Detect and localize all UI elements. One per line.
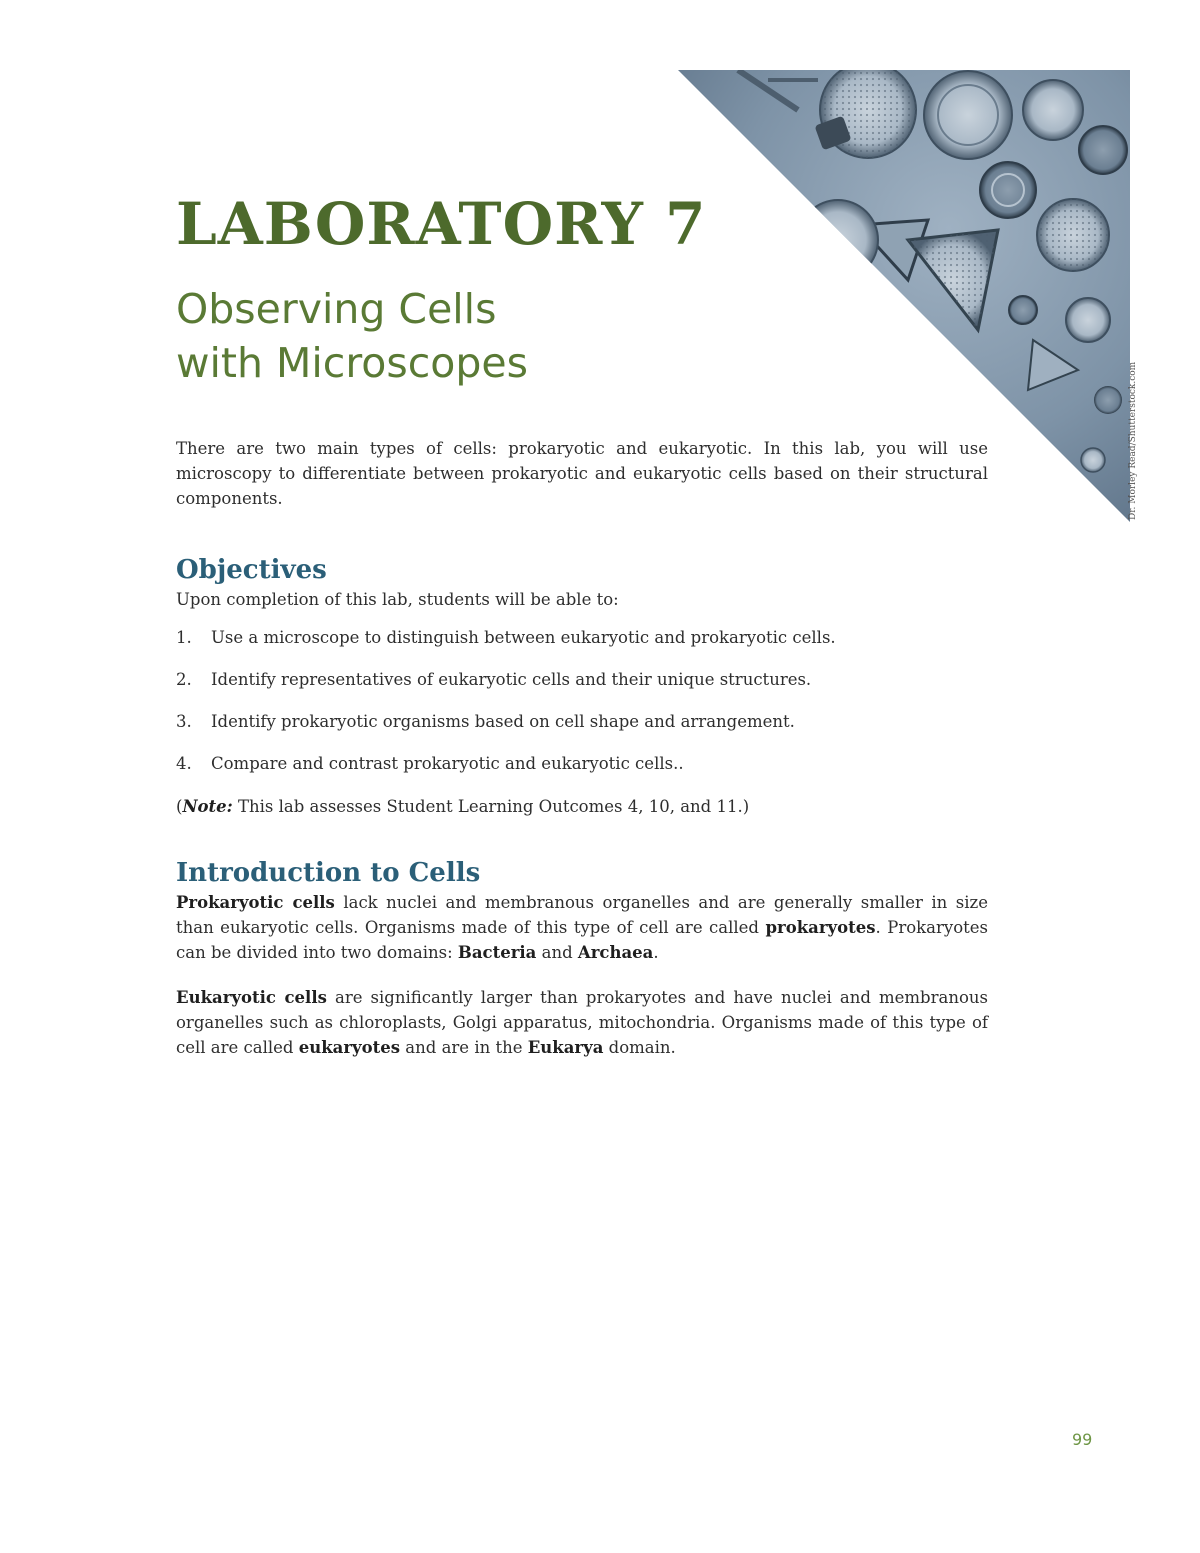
- term-archaea: Archaea: [577, 943, 654, 962]
- page-content: [176, 436, 988, 1060]
- objective-number: 1.: [176, 628, 192, 647]
- subtitle-line: Observing Cells: [176, 285, 497, 333]
- note-label: Note:: [182, 797, 233, 816]
- eukaryotic-text-2: and are in the: [400, 1038, 528, 1057]
- prokaryotic-text-2: . Prokaryotes can be divided into two domains:: [176, 918, 988, 962]
- prokaryotic-paragraph: [176, 890, 988, 965]
- note-open-paren: (: [176, 797, 183, 816]
- prokaryotic-text-4: .: [653, 943, 659, 962]
- objective-text: Identify prokaryotic organisms based on cell shape and arrangement.: [211, 712, 795, 731]
- lab-subtitle: [176, 282, 528, 390]
- objective-text: Compare and contrast prokaryotic and eukaryotic cells..: [211, 754, 684, 773]
- objective-number: 2.: [176, 670, 192, 689]
- note-text: This lab assesses Student Learning Outcomes 4, 10, and 11.): [232, 797, 750, 816]
- prokaryotic-text-1: lack nuclei and membranous organelles and are generally smaller in size than eukaryotic cells. Organisms made of this type of cell are called: [176, 893, 988, 937]
- objective-item: [176, 751, 988, 776]
- term-prokaryotes: prokaryotes: [765, 918, 876, 937]
- page-number: 99: [1072, 1430, 1093, 1449]
- lab-title: LABORATORY 7: [176, 190, 707, 258]
- prokaryotic-text-3: and: [536, 943, 578, 962]
- objectives-heading: Objectives: [176, 555, 327, 585]
- objective-item: [176, 625, 988, 650]
- note-paragraph: [176, 794, 988, 819]
- term-bacteria: Bacteria: [457, 943, 537, 962]
- term-prokaryotic-cells: Prokaryotic cells: [176, 893, 335, 912]
- objective-text: Use a microscope to distinguish between eukaryotic and prokaryotic cells.: [211, 628, 836, 647]
- photo-credit: Dr. Morley Read/Shutterstock.com: [1128, 361, 1138, 520]
- introduction-heading: Introduction to Cells: [176, 858, 481, 888]
- objective-text: Identify representatives of eukaryotic cells and their unique structures.: [211, 670, 812, 689]
- eukaryotic-paragraph: [176, 985, 988, 1060]
- objective-item: [176, 667, 988, 692]
- objectives-list: [176, 625, 988, 776]
- intro-paragraph: There are two main types of cells: prokaryotic and eukaryotic. In this lab, you will use microscopy to differentiate between prokaryotic and eukaryotic cells based on their structural components.: [176, 439, 988, 508]
- objective-number: 3.: [176, 712, 192, 731]
- term-eukaryotes: eukaryotes: [298, 1038, 401, 1057]
- eukaryotic-text-1: are significantly larger than prokaryotes and have nuclei and membranous organelles such as chloroplasts, Golgi apparatus, mitochondria. Organisms made of this type of cell are called: [176, 988, 988, 1057]
- objective-number: 4.: [176, 754, 192, 773]
- term-eukarya: Eukarya: [527, 1038, 604, 1057]
- subtitle-line: with Microscopes: [176, 339, 528, 387]
- objectives-lead: Upon completion of this lab, students will be able to:: [176, 590, 619, 609]
- objective-item: [176, 709, 988, 734]
- term-eukaryotic-cells: Eukaryotic cells: [176, 988, 327, 1007]
- eukaryotic-text-3: domain.: [603, 1038, 676, 1057]
